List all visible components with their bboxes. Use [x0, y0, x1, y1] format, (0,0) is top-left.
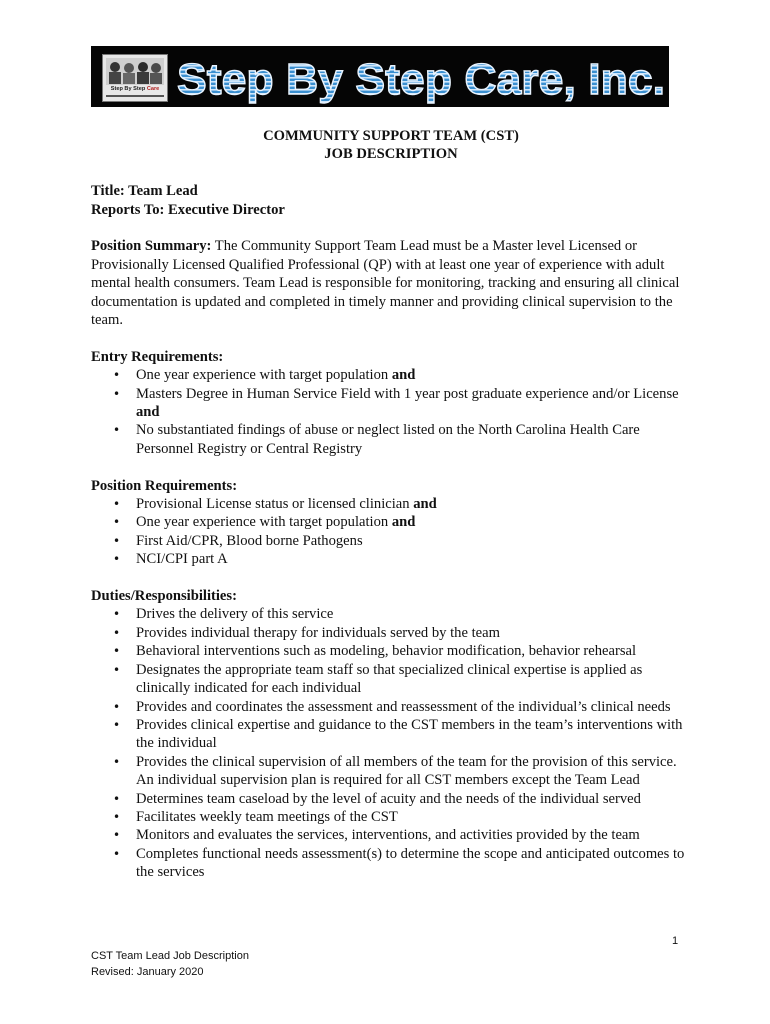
list-item: • Drives the delivery of this service — [91, 605, 691, 623]
list-item: • Behavioral interventions such as modeling, behavior modification, behavior rehearsal — [91, 642, 691, 660]
list-item: • Masters Degree in Human Service Field with 1 year post graduate experience and/or License and — [91, 385, 691, 422]
list-item: • Provisional License status or licensed clinician and — [91, 495, 691, 513]
company-name: Step By Step Care, Inc. — [177, 55, 665, 104]
list-item: • Completes functional needs assessment(s) to determine the scope and anticipated outcomes to the services — [91, 845, 691, 882]
list-item: • No substantiated findings of abuse or neglect listed on the North Carolina Health Care Personnel Registry or Central Registry — [91, 421, 691, 458]
list-item: • Designates the appropriate team staff so that specialized clinical expertise is applied as clinically indicated for each individual — [91, 661, 691, 698]
footer-doc-title: CST Team Lead Job Description — [91, 950, 249, 962]
entry-requirements-heading: Entry Requirements: — [91, 348, 224, 365]
list-item: • One year experience with target population and — [91, 513, 691, 531]
position-summary: Position Summary: The Community Support Team Lead must be a Master level Licensed or Provisionally Licensed Qualified Professional (QP) with at least one year of experience with adult mental health consumers. Team Lead is responsible for monitoring, tracking and ensuring all clinical documentation is updated and completed in timely manner and providing clinical supervision to the team. — [91, 238, 680, 329]
footer-revised-date: Revised: January 2020 — [91, 966, 204, 978]
company-banner — [91, 46, 669, 107]
company-logo — [102, 54, 168, 102]
logo-rule — [106, 95, 164, 97]
list-item: • NCI/CPI part A — [91, 550, 691, 568]
position-requirements-heading: Position Requirements: — [91, 477, 238, 494]
duties-list — [91, 605, 691, 881]
doc-heading-line1: COMMUNITY SUPPORT TEAM (CST) — [263, 128, 519, 144]
logo-caption: Step By Step Care — [110, 86, 160, 92]
page-number: 1 — [672, 935, 679, 947]
logo-photo-icon — [106, 58, 164, 85]
title-line: Title: Team Lead — [91, 183, 198, 200]
list-item: • Facilitates weekly team meetings of the CST — [91, 808, 691, 826]
page-footer — [91, 948, 249, 980]
list-item: • One year experience with target population and — [91, 366, 691, 384]
position-requirements-list — [91, 495, 691, 569]
doc-heading-line2: JOB DESCRIPTION — [324, 146, 458, 163]
list-item: • Determines team caseload by the level of acuity and the needs of the individual served — [91, 790, 691, 808]
duties-heading: Duties/Responsibilities: — [91, 588, 237, 605]
reports-to-line: Reports To: Executive Director — [91, 201, 285, 218]
list-item: • Provides and coordinates the assessment and reassessment of the individual’s clinical needs — [91, 698, 691, 716]
list-item: • Monitors and evaluates the services, interventions, and activities provided by the team — [91, 826, 691, 844]
list-item: • Provides individual therapy for individuals served by the team — [91, 624, 691, 642]
company-wordmark — [175, 49, 669, 105]
list-item: • Provides clinical expertise and guidance to the CST members in the team’s interventions with the individual — [91, 716, 691, 753]
list-item: • First Aid/CPR, Blood borne Pathogens — [91, 532, 691, 550]
document-body — [91, 127, 691, 882]
list-item: • Provides the clinical supervision of all members of the team for the provision of this service. An individual supervision plan is required for all CST members except the Team Lead — [91, 753, 691, 790]
entry-requirements-list — [91, 366, 691, 458]
